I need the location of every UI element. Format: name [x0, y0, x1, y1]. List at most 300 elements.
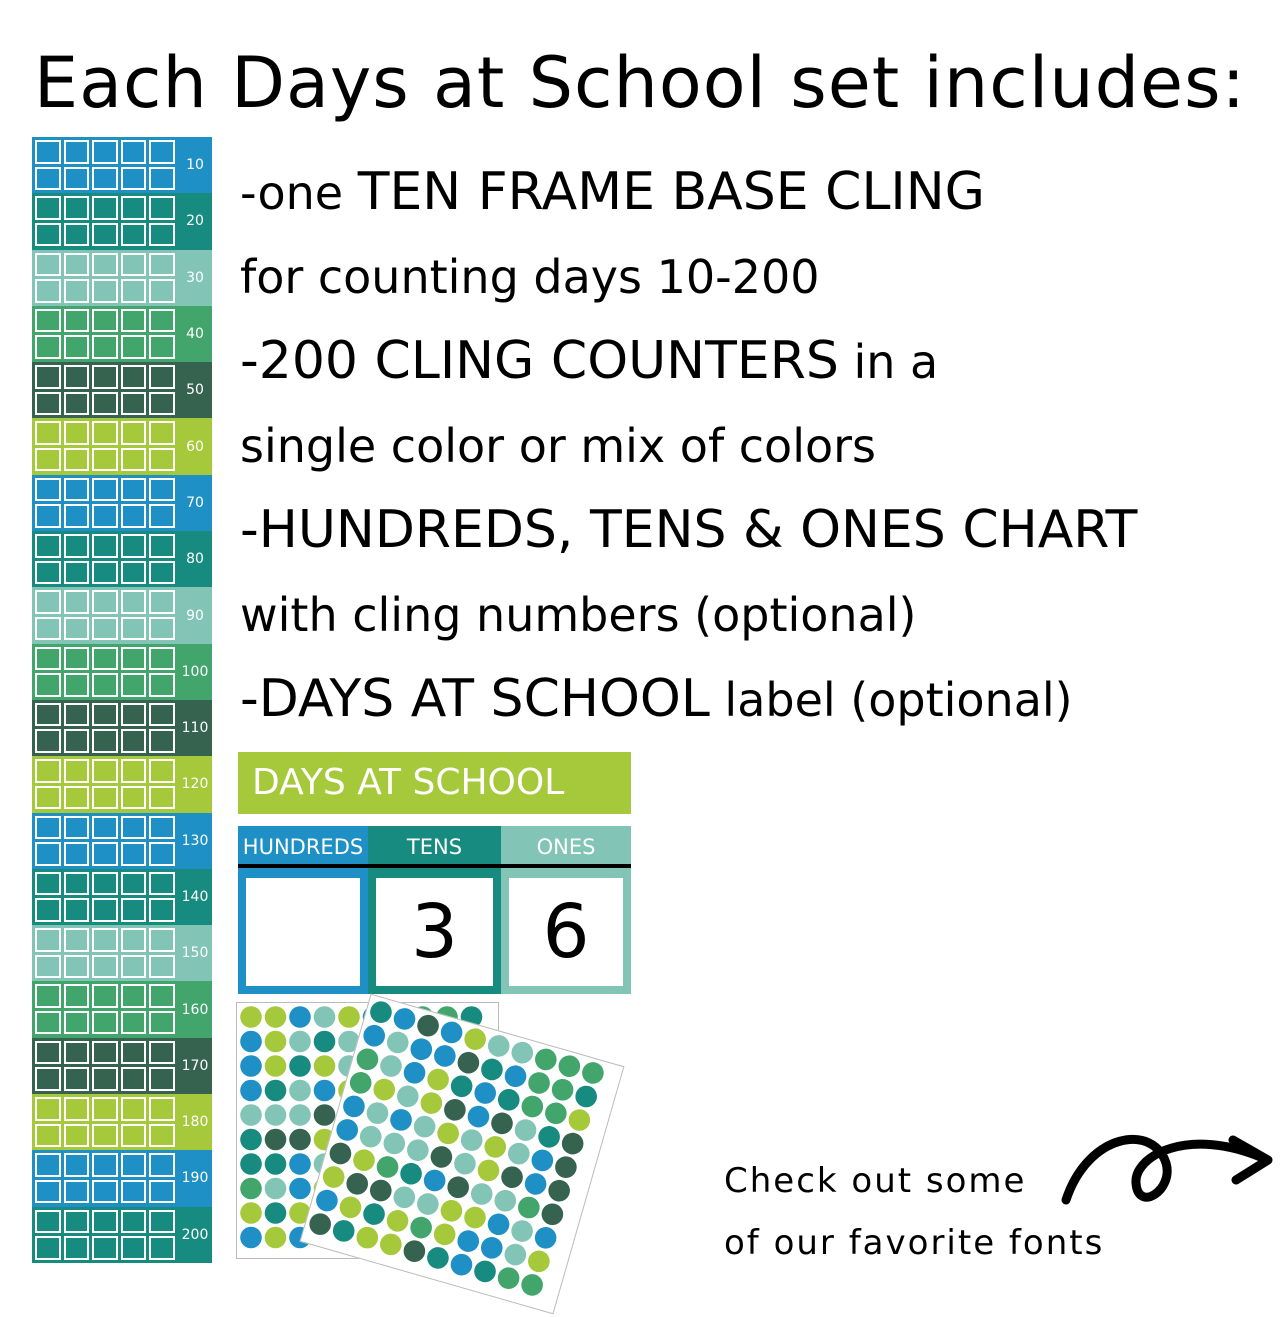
ten-frame-cell: [35, 1236, 61, 1260]
ten-frame-grid: [35, 928, 175, 978]
ten-frame-number: 140: [181, 889, 209, 905]
cling-counter-dot: [330, 1218, 357, 1245]
cling-counter-dot: [435, 1120, 462, 1147]
ten-frame-cell: [35, 984, 61, 1008]
ten-frame-cell: [92, 955, 118, 979]
ten-frame-cell: [92, 703, 118, 727]
cling-counter-dot: [351, 1147, 378, 1174]
include-line: [240, 235, 1270, 320]
ten-frame-cell: [92, 309, 118, 333]
cling-counter-dot: [314, 1055, 336, 1077]
cling-counter-dot: [381, 1130, 408, 1157]
ten-frame-cell: [121, 898, 147, 922]
ten-frame-cell: [149, 1180, 175, 1204]
ten-frame-cell: [64, 196, 90, 220]
ten-frame-cell: [149, 647, 175, 671]
ten-frame-cell: [64, 309, 90, 333]
place-value-columns: [238, 826, 631, 994]
ten-frame-number: 180: [181, 1114, 209, 1131]
cling-counter-dot: [265, 1129, 287, 1151]
cling-counter-dot: [462, 1204, 489, 1231]
cling-counter-dot: [289, 1055, 311, 1077]
ten-frame-row: [32, 700, 212, 756]
ten-frame-number: 60: [186, 438, 204, 455]
cling-counter-dot: [431, 1043, 458, 1070]
cling-counter-dot: [455, 1049, 482, 1076]
cling-counter-dot: [240, 1227, 262, 1249]
ten-frame-cell: [121, 196, 147, 220]
cling-counter-dot: [425, 1245, 452, 1272]
ten-frame-number: 40: [186, 326, 204, 343]
cling-counter-dot: [367, 1177, 394, 1204]
cling-counter-dot: [289, 1006, 311, 1028]
ten-frame-cell: [64, 1097, 90, 1121]
ten-frame-cell: [35, 759, 61, 783]
ten-frame-cell: [121, 365, 147, 389]
ten-frame-cell: [149, 504, 175, 528]
ten-frame-row: [32, 587, 212, 643]
cling-counter-dot: [289, 1129, 311, 1151]
cling-counter-dot: [374, 1154, 401, 1181]
ten-frame-cell: [92, 928, 118, 952]
cling-counter-dot: [240, 1031, 262, 1053]
ten-frame-cell: [64, 478, 90, 502]
ten-frame-cell: [64, 729, 90, 753]
ten-frame-cell: [64, 1236, 90, 1260]
include-item-name: -DAYS AT SCHOOL: [240, 669, 710, 729]
ten-frame-cell: [92, 196, 118, 220]
ten-frame-cell: [121, 253, 147, 277]
ten-frame-row: [32, 137, 212, 193]
ten-frame-cell: [35, 365, 61, 389]
ten-frame-cell: [35, 1124, 61, 1148]
cling-counter-dot: [485, 1211, 512, 1238]
ten-frame-cell: [35, 448, 61, 472]
ten-frame-cell: [35, 421, 61, 445]
ten-frame-cell: [92, 816, 118, 840]
ten-frame-number: 90: [186, 607, 204, 624]
include-item-name: TEN FRAME BASE CLING: [357, 162, 985, 222]
cling-counter-dot: [240, 1080, 262, 1102]
ten-frame-grid: [35, 421, 175, 471]
ten-frame-cell: [92, 872, 118, 896]
cling-counter-dot: [240, 1129, 262, 1151]
ten-frame-cell: [35, 1067, 61, 1091]
ten-frame-cell: [64, 898, 90, 922]
cling-counter-dot: [556, 1053, 583, 1080]
ten-frame-cell: [121, 955, 147, 979]
cling-counter-dot: [415, 1012, 442, 1039]
cling-counter-dot: [289, 1080, 311, 1102]
cling-counter-dot: [431, 1221, 458, 1248]
ten-frame-cell: [121, 872, 147, 896]
ten-frame-cell: [35, 478, 61, 502]
ten-frame-cell: [64, 167, 90, 191]
ten-frame-cell: [35, 335, 61, 359]
ten-frame-cell: [149, 196, 175, 220]
cling-counter-dot: [289, 1104, 311, 1126]
ten-frame-cell: [92, 898, 118, 922]
cling-counter-dot: [394, 1083, 421, 1110]
include-line: [240, 150, 1270, 235]
ten-frame-cell: [64, 1210, 90, 1234]
cling-counter-dot: [499, 1164, 526, 1191]
ten-frame-cell: [35, 1210, 61, 1234]
cling-counter-dot: [314, 1080, 336, 1102]
ten-frame-grid: [35, 1210, 175, 1260]
cling-counter-dot: [539, 1201, 566, 1228]
ten-frame-cell: [35, 816, 61, 840]
ten-frame-cell: [149, 478, 175, 502]
cling-counter-dot: [265, 1153, 287, 1175]
cling-counter-dot: [398, 1160, 425, 1187]
ten-frame-cell: [149, 1097, 175, 1121]
ten-frame-cell: [149, 1124, 175, 1148]
cling-counter-dot: [526, 1248, 553, 1275]
ten-frame-cell: [149, 561, 175, 585]
column-header: HUNDREDS: [238, 826, 368, 868]
ten-frame-grid: [35, 534, 175, 584]
place-value-column-hundreds: [238, 826, 368, 994]
cling-counter-dot: [512, 1117, 539, 1144]
ten-frame-cell: [64, 928, 90, 952]
ten-frame-cell: [149, 872, 175, 896]
cling-counter-dot: [364, 1100, 391, 1127]
ten-frame-cell: [149, 1236, 175, 1260]
cling-counter-dot: [415, 1191, 442, 1218]
curly-arrow-icon: [1058, 1118, 1273, 1223]
ten-frame-cell: [64, 534, 90, 558]
cling-counter-dot: [371, 1076, 398, 1103]
cling-counter-dot: [546, 1177, 573, 1204]
ten-frame-cell: [92, 534, 118, 558]
ten-frame-cell: [92, 504, 118, 528]
cling-counter-dot: [465, 1103, 492, 1130]
cling-counter-dot: [448, 1251, 475, 1278]
ten-frame-row: [32, 1094, 212, 1150]
cling-counter-dot: [240, 1006, 262, 1028]
ten-frame-cell: [35, 617, 61, 641]
ten-frame-cell: [64, 1011, 90, 1035]
ten-frame-cell: [149, 928, 175, 952]
ten-frame-cell: [35, 872, 61, 896]
ten-frame-cell: [64, 1180, 90, 1204]
ten-frame-cell: [149, 617, 175, 641]
ten-frame-cell: [64, 590, 90, 614]
cling-counter-dot: [265, 1227, 287, 1249]
ten-frame-cell: [149, 703, 175, 727]
ten-frame-row: [32, 1038, 212, 1094]
cling-counter-dot: [265, 1202, 287, 1224]
ten-frame-cell: [35, 534, 61, 558]
cling-counter-dot: [505, 1140, 532, 1167]
ten-frame-cell: [35, 729, 61, 753]
ten-frame-number: 190: [181, 1170, 209, 1187]
ten-frame-cell: [35, 253, 61, 277]
cling-counter-dot: [314, 1187, 341, 1214]
ten-frame-number: 150: [181, 945, 209, 962]
ten-frame-cell: [149, 421, 175, 445]
cling-counter-dot: [384, 1029, 411, 1056]
column-value-box: [246, 878, 360, 986]
ten-frame-cell: [35, 842, 61, 866]
cling-counter-dot: [526, 1070, 553, 1097]
ten-frame-cell: [121, 842, 147, 866]
ten-frame-row: [32, 644, 212, 700]
ten-frame-cell: [121, 984, 147, 1008]
cling-counter-dot: [553, 1154, 580, 1181]
cling-counter-dot: [404, 1137, 431, 1164]
ten-frame-cell: [121, 1011, 147, 1035]
ten-frame-cell: [121, 1180, 147, 1204]
ten-frame-cell: [92, 1153, 118, 1177]
ten-frame-row: [32, 531, 212, 587]
ten-frame-cell: [149, 448, 175, 472]
ten-frame-cell: [35, 590, 61, 614]
ten-frame-cell: [149, 279, 175, 303]
ten-frame-cell: [92, 729, 118, 753]
ten-frame-row: [32, 925, 212, 981]
ten-frame-cell: [64, 1124, 90, 1148]
cling-counter-dot: [411, 1113, 438, 1140]
cling-counter-dot: [337, 1194, 364, 1221]
include-item-text: label (optional): [709, 673, 1073, 727]
ten-frame-cell: [64, 504, 90, 528]
ten-frame-cell: [149, 167, 175, 191]
ten-frame-cell: [149, 534, 175, 558]
ten-frame-cell: [92, 647, 118, 671]
cling-counter-dot: [307, 1211, 334, 1238]
cling-counter-dot: [475, 1157, 502, 1184]
cling-counter-dot: [580, 1060, 607, 1087]
cling-counter-dot: [391, 1184, 418, 1211]
ten-frame-cell: [149, 1153, 175, 1177]
ten-frame-cell: [92, 1124, 118, 1148]
cling-counter-dot: [519, 1272, 546, 1299]
ten-frame-cell: [35, 928, 61, 952]
ten-frame-cell: [149, 253, 175, 277]
ten-frame-cell: [121, 1097, 147, 1121]
cling-counter-dot: [354, 1224, 381, 1251]
ten-frame-cell: [64, 561, 90, 585]
ten-frame-cell: [149, 392, 175, 416]
ten-frame-cell: [35, 673, 61, 697]
ten-frame-cell: [121, 703, 147, 727]
ten-frame-cell: [121, 167, 147, 191]
cling-counter-dot: [532, 1224, 559, 1251]
cling-counter-dot: [418, 1090, 445, 1117]
cling-counter-dot: [357, 1123, 384, 1150]
ten-frame-cell: [149, 365, 175, 389]
ten-frame-cell: [92, 365, 118, 389]
cling-counter-dot: [240, 1178, 262, 1200]
ten-frame-number: 20: [186, 213, 204, 230]
cling-counter-dot: [354, 1046, 381, 1073]
ten-frame-row: [32, 306, 212, 362]
place-value-column-ones: [501, 826, 631, 994]
cling-counter-dot: [314, 1104, 336, 1126]
cling-counter-dot: [265, 1080, 287, 1102]
cling-counter-dot: [289, 1178, 311, 1200]
ten-frame-cell: [64, 759, 90, 783]
cling-counter-dot: [509, 1039, 536, 1066]
ten-frame-cell: [92, 1011, 118, 1035]
ten-frame-cell: [121, 1236, 147, 1260]
ten-frame-cell: [92, 1041, 118, 1065]
cling-counter-dot: [542, 1100, 569, 1127]
cling-counter-dot: [468, 1181, 495, 1208]
ten-frame-cell: [35, 196, 61, 220]
ten-frame-grid: [35, 478, 175, 528]
ten-frame-cell: [149, 842, 175, 866]
fonts-note-line1: Check out some: [724, 1161, 1027, 1201]
include-item-name: -HUNDREDS, TENS & ONES CHART: [240, 500, 1138, 560]
ten-frame-cell: [64, 617, 90, 641]
cling-counter-dot: [515, 1194, 542, 1221]
ten-frame-cell: [64, 1067, 90, 1091]
ten-frame-number: 120: [181, 776, 209, 793]
ten-frame-cell: [35, 1180, 61, 1204]
ten-frame-row: [32, 981, 212, 1037]
cling-counter-dot: [438, 1197, 465, 1224]
ten-frame-cell: [64, 335, 90, 359]
ten-frame-grid: [35, 1041, 175, 1091]
ten-frame-cell: [121, 223, 147, 247]
cling-counter-dot: [320, 1164, 347, 1191]
cling-counter-dot: [314, 1031, 336, 1053]
ten-frame-cell: [35, 1011, 61, 1035]
include-item-name: -200 CLING COUNTERS: [240, 331, 839, 391]
ten-frame-row: [32, 1207, 212, 1263]
cling-counter-dot: [489, 1110, 516, 1137]
ten-frame-cell: [121, 617, 147, 641]
ten-frame-row: [32, 250, 212, 306]
include-item-text: single color or mix of colors: [240, 418, 877, 473]
ten-frame-cell: [35, 309, 61, 333]
ten-frame-number: 200: [181, 1226, 209, 1243]
ten-frame-cell: [64, 392, 90, 416]
cling-counter-dot: [522, 1171, 549, 1198]
ten-frame-row: [32, 418, 212, 474]
cling-counter-dot: [492, 1187, 519, 1214]
ten-frame-cell: [92, 421, 118, 445]
cling-counter-dot: [240, 1104, 262, 1126]
ten-frame-cell: [121, 816, 147, 840]
page-title: Each Days at School set includes:: [33, 42, 1247, 124]
ten-frame-number: 130: [181, 832, 209, 849]
ten-frame-number: 10: [186, 157, 204, 174]
ten-frame-grid: [35, 816, 175, 866]
ten-frame-cell: [35, 140, 61, 164]
cling-counter-dot: [289, 1153, 311, 1175]
ten-frame-cell: [92, 1097, 118, 1121]
cling-counter-dot: [344, 1170, 371, 1197]
ten-frame-cell: [35, 1041, 61, 1065]
cling-counter-dot: [559, 1130, 586, 1157]
ten-frame-cell: [35, 279, 61, 303]
cling-counter-dot: [361, 1201, 388, 1228]
cling-counter-dot: [265, 1055, 287, 1077]
ten-frame-grid: [35, 590, 175, 640]
ten-frame-cell: [35, 392, 61, 416]
include-line: [240, 657, 1270, 742]
cling-counter-dot: [388, 1107, 415, 1134]
cling-counter-dot: [472, 1258, 499, 1285]
ten-frame-row: [32, 475, 212, 531]
ten-frame-number: 170: [181, 1057, 209, 1074]
ten-frame-number: 160: [181, 1001, 209, 1018]
cling-counter-dot: [408, 1214, 435, 1241]
ten-frame-cell: [64, 279, 90, 303]
cling-counter-dot: [442, 1096, 469, 1123]
cling-counter-dot: [391, 1006, 418, 1033]
cling-counter-dot: [455, 1228, 482, 1255]
ten-frame-grid: [35, 253, 175, 303]
cling-counter-dot: [265, 1104, 287, 1126]
ten-frame-cell: [64, 816, 90, 840]
ten-frame-cell: [92, 478, 118, 502]
cling-counter-dot: [573, 1083, 600, 1110]
ten-frame-grid: [35, 759, 175, 809]
ten-frame-cell: [121, 729, 147, 753]
ten-frame-cell: [92, 561, 118, 585]
cling-counter-dot: [377, 1231, 404, 1258]
ten-frame-cell: [92, 1210, 118, 1234]
cling-counter-dot: [462, 1026, 489, 1053]
ten-frame-grid: [35, 1153, 175, 1203]
cling-counter-dot: [240, 1055, 262, 1077]
ten-frame-cell: [64, 140, 90, 164]
cling-counter-dot: [265, 1006, 287, 1028]
cling-counter-dot: [448, 1073, 475, 1100]
ten-frame-cell: [121, 448, 147, 472]
ten-frame-cell: [35, 786, 61, 810]
cling-counter-dot: [327, 1140, 354, 1167]
ten-frame-cell: [92, 335, 118, 359]
ten-frame-cell: [35, 167, 61, 191]
ten-frame-cell: [149, 1067, 175, 1091]
ten-frame-number: 70: [186, 494, 204, 511]
cling-counter-dot: [502, 1063, 529, 1090]
cling-counter-dot: [478, 1234, 505, 1261]
cling-counter-dot: [438, 1019, 465, 1046]
ten-frame-cell: [92, 253, 118, 277]
cling-counter-dot: [314, 1006, 336, 1028]
ten-frame-cell: [121, 1124, 147, 1148]
ten-frame-cell: [64, 1041, 90, 1065]
ten-frame-row: [32, 1150, 212, 1206]
ten-frame-cell: [121, 1041, 147, 1065]
cling-counter-dot: [338, 1006, 360, 1028]
ten-frame-number: 50: [186, 382, 204, 399]
ten-frame-cell: [149, 816, 175, 840]
cling-counter-dot: [566, 1107, 593, 1134]
ten-frame-cell: [92, 448, 118, 472]
ten-frame-number: 110: [181, 720, 209, 737]
ten-frame-cell: [64, 223, 90, 247]
ten-frame-cell: [121, 504, 147, 528]
ten-frame-cell: [92, 223, 118, 247]
ten-frame-cell: [64, 703, 90, 727]
ten-frame-cell: [121, 140, 147, 164]
ten-frame-cell: [35, 1153, 61, 1177]
place-value-column-tens: [368, 826, 501, 994]
ten-frame-cell: [121, 759, 147, 783]
ten-frame-cell: [92, 1236, 118, 1260]
include-item-text: in a: [838, 335, 939, 389]
ten-frame-cell: [149, 309, 175, 333]
ten-frame-cell: [64, 842, 90, 866]
